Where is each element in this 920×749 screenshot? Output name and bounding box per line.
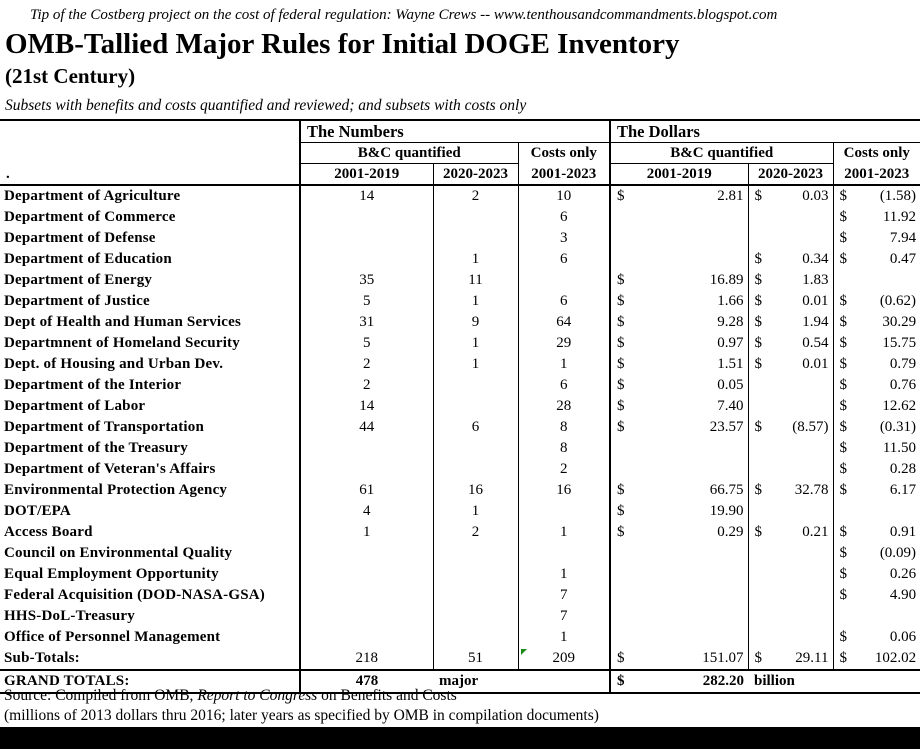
dollar-cell: 11.92 [882, 209, 917, 225]
dollar-sign: $ [833, 249, 851, 270]
page-subtitle: (21st Century) [5, 64, 136, 88]
count-cell: 5 [300, 291, 433, 312]
dollar-cell [630, 543, 748, 564]
dollar-sign: $ [833, 627, 851, 648]
count-cell [300, 207, 433, 228]
dollar-cell: 16.89 [709, 272, 744, 288]
count-cell: 2 [518, 459, 610, 480]
dollar-sign: $ [610, 417, 630, 438]
dollar-cell: 12.62 [882, 398, 917, 414]
count-cell: 29 [518, 333, 610, 354]
count-cell: 3 [518, 228, 610, 249]
dollar-cell: 0.29 [717, 524, 744, 540]
period-header: 2001-2019 [610, 164, 748, 186]
count-cell: 6 [518, 375, 610, 396]
subsets-note: Subsets with benefits and costs quantified and reviewed; and subsets with costs only [5, 97, 527, 114]
dollar-cell: 15.75 [882, 335, 917, 351]
dollar-sign [610, 228, 630, 249]
dollar-sign: $ [833, 480, 851, 501]
dollar-sign: $ [833, 185, 851, 207]
dollar-sign: $ [833, 375, 851, 396]
table-row [0, 438, 920, 459]
dollar-cell [766, 585, 833, 606]
count-cell [300, 627, 433, 648]
dollar-sign: $ [833, 291, 851, 312]
agency-name: Office of Personnel Management [4, 629, 221, 645]
agency-name: HHS-DoL-Treasury [4, 608, 135, 624]
dollar-cell [630, 606, 748, 627]
agency-name: DOT/EPA [4, 503, 71, 519]
header-row-groups [0, 120, 920, 143]
table-row [0, 228, 920, 249]
count-cell: 8 [518, 438, 610, 459]
dollar-sign: $ [610, 333, 630, 354]
dollar-cell: 0.34 [802, 251, 829, 267]
count-cell [518, 501, 610, 522]
count-cell: 64 [518, 312, 610, 333]
count-cell: 218 [300, 648, 433, 670]
table-row [0, 354, 920, 375]
dollar-sign: $ [833, 585, 851, 606]
dollar-cell [766, 627, 833, 648]
count-cell: 51 [433, 648, 518, 670]
dollar-sign: $ [748, 333, 766, 354]
dollar-sign [610, 543, 630, 564]
count-cell: 2 [433, 522, 518, 543]
dollar-cell: 7.94 [889, 230, 917, 246]
dollar-sign: $ [748, 417, 766, 438]
count-cell [433, 228, 518, 249]
table-row [0, 585, 920, 606]
dollar-sign: $ [748, 648, 766, 670]
count-cell: 44 [300, 417, 433, 438]
agency-name: Departmnent of Homeland Security [4, 335, 240, 351]
dollar-sign [748, 606, 766, 627]
dollars-bc-header: B&C quantified [610, 143, 833, 164]
dollar-sign: $ [833, 648, 851, 670]
table-row [0, 333, 920, 354]
dollar-cell: 1.51 [717, 356, 744, 372]
dollar-sign: $ [610, 480, 630, 501]
dollar-sign [748, 459, 766, 480]
dollar-cell: 0.21 [802, 524, 829, 540]
table-row [0, 459, 920, 480]
dollar-cell: (0.09) [879, 545, 917, 561]
dollar-cell: 0.76 [889, 377, 917, 393]
table-row [0, 417, 920, 438]
tip-line: Tip of the Costberg project on the cost of federal regulation: Wayne Crews -- www.tenthousandcommandments.blogspot.com [30, 7, 778, 23]
table-row [0, 564, 920, 585]
period-header: 2020-2023 [433, 164, 518, 186]
count-cell [300, 228, 433, 249]
dollar-sign: $ [833, 312, 851, 333]
dollar-cell [766, 438, 833, 459]
count-cell: 6 [518, 207, 610, 228]
dollar-sign: $ [833, 228, 851, 249]
dollar-cell [630, 228, 748, 249]
dollar-sign [610, 207, 630, 228]
count-cell [433, 207, 518, 228]
table-row [0, 375, 920, 396]
agency-name: Federal Acquisition (DOD-NASA-GSA) [4, 587, 265, 603]
agency-name: Environmental Protection Agency [4, 482, 228, 498]
count-cell [300, 249, 433, 270]
dollar-sign: $ [748, 185, 766, 207]
dollar-sign [748, 375, 766, 396]
agency-name: Dept of Health and Human Services [4, 314, 242, 330]
dollar-cell: 0.91 [889, 524, 917, 540]
count-cell: 1 [300, 522, 433, 543]
count-cell: 1 [518, 627, 610, 648]
dollar-cell: 19.90 [709, 503, 744, 519]
grand-totals-label: GRAND TOTALS: [0, 670, 300, 693]
dollar-cell: 30.29 [882, 314, 917, 330]
count-cell: 14 [300, 185, 433, 207]
dollar-cell [851, 270, 920, 291]
count-cell: 35 [300, 270, 433, 291]
count-cell: 2 [300, 375, 433, 396]
agency-name: Department of Labor [4, 398, 146, 414]
dollar-cell: 0.01 [802, 293, 829, 309]
dollar-cell [766, 501, 833, 522]
dollar-cell: 102.02 [851, 648, 920, 670]
dollar-sign: $ [748, 522, 766, 543]
dollar-sign: $ [610, 291, 630, 312]
dollar-sign: $ [833, 438, 851, 459]
dollar-cell [630, 249, 748, 270]
dollar-cell [630, 564, 748, 585]
units-note: (millions of 2013 dollars thru 2016; later years as specified by OMB in compilation documents) [4, 707, 599, 724]
dollar-sign [610, 606, 630, 627]
period-header: 2020-2023 [748, 164, 833, 186]
count-cell: 1 [433, 501, 518, 522]
dollar-sign [748, 585, 766, 606]
dollar-sign [748, 627, 766, 648]
dollar-cell: 0.05 [717, 377, 744, 393]
table-row [0, 480, 920, 501]
dollar-cell: 9.28 [717, 314, 744, 330]
count-cell: 61 [300, 480, 433, 501]
dollar-cell: 0.06 [889, 629, 917, 645]
agency-name: Department of Agriculture [4, 188, 181, 204]
count-cell [433, 543, 518, 564]
agency-name: Access Board [4, 524, 93, 540]
dollar-sign [833, 606, 851, 627]
table-row [0, 270, 920, 291]
dollar-sign: $ [748, 270, 766, 291]
count-cell: 28 [518, 396, 610, 417]
dollar-cell: 4.90 [889, 587, 917, 603]
count-cell: 2 [433, 185, 518, 207]
rules-table [0, 119, 920, 694]
agency-name: Department of the Treasury [4, 440, 188, 456]
count-cell: 10 [518, 185, 610, 207]
count-cell [433, 606, 518, 627]
dollar-sign: $ [833, 396, 851, 417]
grand-amount-unit: billion [748, 670, 920, 693]
dollar-cell: (0.31) [879, 419, 917, 435]
count-cell [300, 606, 433, 627]
count-cell: 14 [300, 396, 433, 417]
count-cell: 1 [433, 249, 518, 270]
dollar-sign: $ [610, 270, 630, 291]
count-cell: 1 [433, 291, 518, 312]
dollar-cell: 0.47 [889, 251, 917, 267]
dollar-cell: (1.58) [879, 188, 917, 204]
period-header: 2001-2023 [833, 164, 920, 186]
dollar-sign [748, 207, 766, 228]
dollars-costs-only-header: Costs only [833, 143, 920, 164]
dollar-cell: 0.28 [889, 461, 917, 477]
count-cell [433, 375, 518, 396]
agency-name: Department of Transportation [4, 419, 205, 435]
dollar-sign: $ [833, 354, 851, 375]
agency-name: Sub-Totals: [0, 648, 300, 670]
dollar-cell: 0.79 [889, 356, 917, 372]
dollar-sign: $ [833, 522, 851, 543]
numbers-bc-header: B&C quantified [300, 143, 518, 164]
count-cell: 16 [433, 480, 518, 501]
dollar-sign: $ [833, 543, 851, 564]
dollar-sign: $ [833, 459, 851, 480]
page-title: OMB-Tallied Major Rules for Initial DOGE Inventory [5, 28, 680, 60]
dollar-cell [851, 501, 920, 522]
table-row [0, 185, 920, 207]
table-row [0, 522, 920, 543]
table-row [0, 606, 920, 627]
dollar-sign: $ [610, 648, 630, 670]
dollar-sign: $ [610, 670, 630, 693]
dollar-cell: (8.57) [792, 419, 829, 435]
count-cell [300, 564, 433, 585]
dollar-sign [610, 585, 630, 606]
dollar-sign: $ [610, 396, 630, 417]
dollar-cell [630, 627, 748, 648]
dollar-sign: $ [610, 375, 630, 396]
dollar-sign [748, 228, 766, 249]
count-cell [300, 459, 433, 480]
dollar-sign: $ [610, 312, 630, 333]
count-cell: 1 [518, 522, 610, 543]
dollar-cell: 29.11 [766, 648, 833, 670]
dollar-sign: $ [748, 291, 766, 312]
dollar-sign: $ [748, 312, 766, 333]
count-cell: 16 [518, 480, 610, 501]
count-cell: 8 [518, 417, 610, 438]
dollar-sign: $ [610, 501, 630, 522]
count-cell [433, 585, 518, 606]
agency-name: Department of Commerce [4, 209, 176, 225]
dollar-sign [610, 249, 630, 270]
table-row [0, 501, 920, 522]
dollar-cell: 1.83 [802, 272, 829, 288]
subtotals-row [0, 648, 920, 670]
dollar-cell: 7.40 [717, 398, 744, 414]
table-row [0, 396, 920, 417]
dollar-cell [630, 585, 748, 606]
dollars-group-header: The Dollars [610, 120, 920, 143]
dollar-cell: 1.66 [717, 293, 744, 309]
dollar-sign: $ [748, 354, 766, 375]
count-cell: 2 [300, 354, 433, 375]
count-cell: 9 [433, 312, 518, 333]
dollar-sign: $ [833, 564, 851, 585]
count-cell: 209 [518, 648, 610, 670]
dollar-cell [766, 606, 833, 627]
agency-name: Department of Education [4, 251, 172, 267]
dollar-cell: 0.54 [802, 335, 829, 351]
agency-name: Department of the Interior [4, 377, 182, 393]
count-cell: 7 [518, 585, 610, 606]
dollar-sign [610, 438, 630, 459]
dollar-cell [766, 228, 833, 249]
agency-name: Department of Justice [4, 293, 150, 309]
dollar-sign [748, 564, 766, 585]
count-cell: 1 [518, 354, 610, 375]
dollar-sign [748, 396, 766, 417]
count-cell: 6 [518, 249, 610, 270]
count-cell: 1 [433, 354, 518, 375]
dollar-sign [610, 627, 630, 648]
dollar-sign [748, 543, 766, 564]
dollar-cell: 32.78 [794, 482, 829, 498]
grand-count-unit: major [433, 670, 610, 693]
agency-name: Department of Defense [4, 230, 156, 246]
count-cell [433, 438, 518, 459]
dollar-sign: $ [748, 249, 766, 270]
count-cell [300, 585, 433, 606]
dollar-cell: 11.50 [882, 440, 917, 456]
agency-name: Department of Energy [4, 272, 153, 288]
dollar-cell: 0.97 [717, 335, 744, 351]
table-row [0, 312, 920, 333]
dollar-sign [748, 438, 766, 459]
dollar-sign [748, 501, 766, 522]
dollar-cell [630, 459, 748, 480]
agency-name: Dept. of Housing and Urban Dev. [4, 356, 224, 372]
count-cell: 31 [300, 312, 433, 333]
count-cell: 1 [518, 564, 610, 585]
dollar-cell: 2.81 [717, 188, 744, 204]
count-cell: 7 [518, 606, 610, 627]
count-cell [518, 543, 610, 564]
period-header: 2001-2023 [518, 164, 610, 186]
dollar-cell [630, 438, 748, 459]
source-title: Report to Congress [197, 687, 318, 704]
count-cell: 11 [433, 270, 518, 291]
dollar-sign [833, 270, 851, 291]
count-cell [433, 627, 518, 648]
count-cell [300, 438, 433, 459]
grand-count: 478 [300, 670, 433, 693]
dollar-cell: 1.94 [802, 314, 829, 330]
dollar-sign: $ [610, 522, 630, 543]
dollar-cell [630, 207, 748, 228]
numbers-group-header: The Numbers [300, 120, 610, 143]
dollar-sign: $ [833, 207, 851, 228]
dollar-sign: $ [610, 185, 630, 207]
table-row [0, 207, 920, 228]
count-cell: 5 [300, 333, 433, 354]
count-cell: 1 [433, 333, 518, 354]
dollar-cell: 0.01 [802, 356, 829, 372]
source-note [4, 687, 457, 705]
agency-name: Council on Environmental Quality [4, 545, 233, 561]
source-prefix: Source: Compiled from OMB, [4, 687, 198, 704]
dollar-cell [766, 564, 833, 585]
table-row [0, 291, 920, 312]
dollar-sign: $ [833, 417, 851, 438]
dollar-cell: 151.07 [630, 648, 748, 670]
count-cell: 6 [518, 291, 610, 312]
header-row-periods [0, 164, 920, 186]
dollar-sign [610, 564, 630, 585]
agency-name: Equal Employment Opportunity [4, 566, 219, 582]
dollar-cell: 23.57 [709, 419, 744, 435]
bottom-bar [0, 727, 920, 749]
dollar-sign: $ [610, 354, 630, 375]
dollar-cell: 0.26 [889, 566, 917, 582]
dollar-sign: $ [748, 480, 766, 501]
dollar-cell: 66.75 [709, 482, 744, 498]
numbers-costs-only-header: Costs only [518, 143, 610, 164]
header-row-subsets [0, 143, 920, 164]
dollar-cell: 0.03 [802, 188, 829, 204]
dollar-cell [766, 543, 833, 564]
dollar-cell [766, 459, 833, 480]
dollar-cell [851, 606, 920, 627]
dollar-cell [766, 375, 833, 396]
count-cell: 4 [300, 501, 433, 522]
source-suffix: on Benefits and Costs [317, 687, 457, 704]
count-cell [433, 564, 518, 585]
dollar-cell: (0.62) [879, 293, 917, 309]
dollar-cell [766, 396, 833, 417]
count-cell [433, 396, 518, 417]
dollar-sign: $ [833, 333, 851, 354]
dollar-cell [766, 207, 833, 228]
count-cell [518, 270, 610, 291]
table-row [0, 543, 920, 564]
count-cell: 6 [433, 417, 518, 438]
table-row [0, 249, 920, 270]
dollar-sign [833, 501, 851, 522]
period-header: 2001-2019 [300, 164, 433, 186]
row-marker: . [0, 164, 300, 186]
agency-name: Department of Veteran's Affairs [4, 461, 216, 477]
grand-amount: 282.20 [630, 670, 748, 693]
dollar-sign [610, 459, 630, 480]
count-cell [300, 543, 433, 564]
dollar-cell: 6.17 [889, 482, 917, 498]
table-row [0, 627, 920, 648]
count-cell [433, 459, 518, 480]
